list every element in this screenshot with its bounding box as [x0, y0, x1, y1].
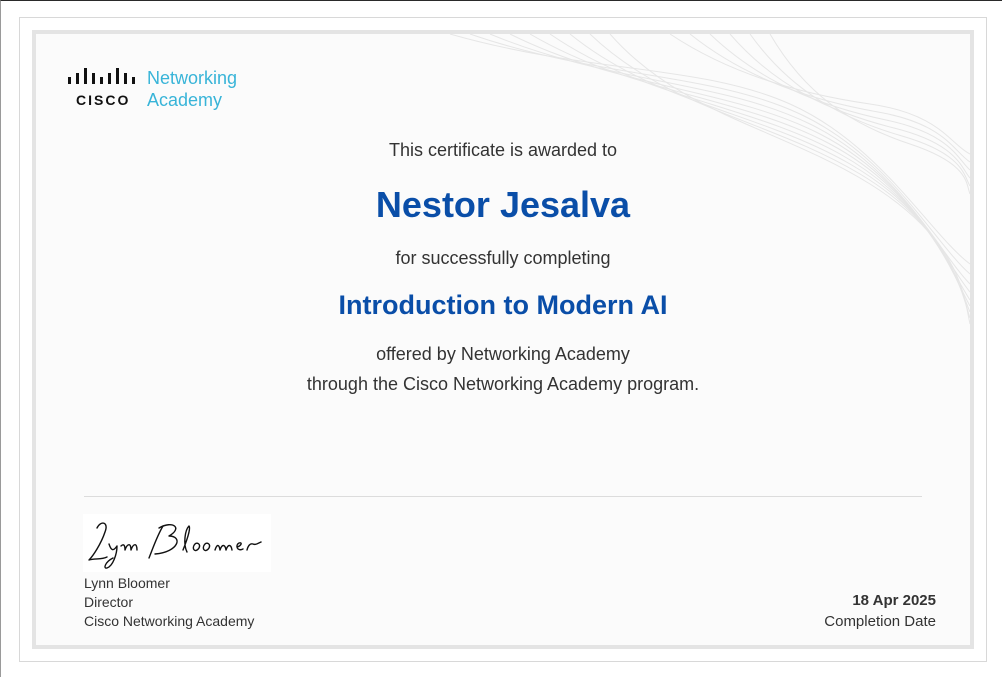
awarded-text: This certificate is awarded to — [388, 140, 618, 160]
cisco-bars-icon — [66, 68, 138, 88]
course-title: Introduction to Modern AI — [338, 290, 668, 320]
completion-date: 18 Apr 2025 — [852, 592, 936, 609]
signature-image — [83, 514, 271, 572]
logo-networking-text: Networking — [147, 68, 238, 88]
offered-by-text: offered by Networking Academy — [376, 344, 630, 364]
completing-text: for successfully completing — [395, 248, 611, 268]
program-text: through the Cisco Networking Academy program. — [306, 374, 700, 394]
signatory-title: Director — [84, 594, 134, 610]
certificate-frame — [32, 30, 974, 649]
signatory-organization: Cisco Networking Academy — [84, 613, 255, 629]
certificate-page — [19, 17, 987, 662]
signatory-info — [84, 574, 254, 631]
recipient-name: Nestor Jesalva — [375, 184, 631, 225]
cisco-wordmark: CISCO — [76, 92, 131, 108]
completion-date-block — [824, 590, 936, 632]
logo-academy-text: Academy — [147, 90, 223, 110]
divider — [84, 496, 922, 497]
signatory-name: Lynn Bloomer — [84, 575, 170, 591]
cisco-networking-academy-logo — [66, 64, 266, 114]
completion-date-label: Completion Date — [824, 613, 936, 630]
